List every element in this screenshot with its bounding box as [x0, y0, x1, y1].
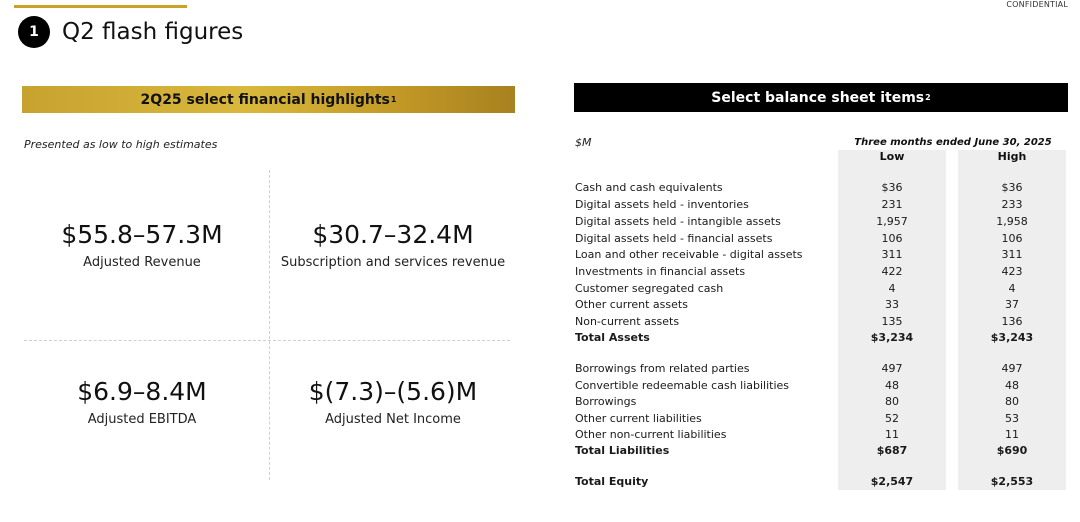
table-row-total-equity — [575, 474, 1068, 490]
section-number-badge: 1 — [18, 16, 50, 48]
page-title: Q2 flash figures — [62, 19, 244, 45]
row-high-value: 1,958 — [996, 215, 1028, 228]
metric-adjusted-revenue — [27, 219, 257, 272]
metric-adjusted-ebitda — [27, 376, 257, 429]
table-row — [575, 427, 1068, 443]
row-high-value: 136 — [1001, 315, 1023, 328]
row-low-value: 11 — [885, 428, 899, 441]
row-high-value: 423 — [1001, 265, 1023, 278]
table-row — [575, 394, 1068, 410]
row-low-value: 422 — [881, 265, 903, 278]
row-high-value: 106 — [1001, 232, 1023, 245]
row-label: Other non-current liabilities — [575, 428, 727, 441]
metric-adjusted-net-income — [278, 376, 508, 429]
unit-label: $M — [575, 136, 592, 149]
row-low-value: $3,234 — [870, 331, 914, 344]
confidential-label: CONFIDENTIAL — [1006, 0, 1068, 9]
row-low-value: 497 — [881, 362, 903, 375]
balance-sheet-banner — [574, 83, 1068, 112]
table-row — [575, 281, 1068, 297]
row-label: Digital assets held - intangible assets — [575, 215, 781, 228]
balance-sheet-banner-text: Select balance sheet items — [711, 89, 925, 106]
table-row — [575, 197, 1068, 213]
highlights-banner-footnote: 1 — [390, 95, 397, 104]
table-row — [575, 231, 1068, 247]
row-high-value: 4 — [1008, 282, 1016, 295]
row-label: Other current assets — [575, 298, 688, 311]
row-high-value: 53 — [1005, 412, 1019, 425]
row-low-value: 106 — [881, 232, 903, 245]
row-high-value: $690 — [996, 444, 1028, 457]
column-header-low: Low — [879, 150, 905, 163]
table-row — [575, 314, 1068, 330]
row-low-value: 52 — [885, 412, 899, 425]
table-row-total-assets — [575, 330, 1068, 346]
row-low-value: $2,547 — [870, 475, 914, 488]
table-row — [575, 214, 1068, 230]
row-label: Cash and cash equivalents — [575, 181, 723, 194]
metrics-divider-horizontal — [24, 340, 510, 341]
table-row — [575, 247, 1068, 263]
metric-value: $6.9–8.4M — [77, 377, 207, 406]
row-high-value: 11 — [1005, 428, 1019, 441]
row-high-value: 233 — [1001, 198, 1023, 211]
metric-value: $30.7–32.4M — [312, 220, 474, 249]
row-low-value: 1,957 — [876, 215, 908, 228]
column-header-high: High — [997, 150, 1027, 163]
row-low-value: $687 — [876, 444, 908, 457]
table-row — [575, 361, 1068, 377]
row-high-value: 497 — [1001, 362, 1023, 375]
metric-label: Adjusted Net Income — [325, 412, 461, 427]
row-high-value: 48 — [1005, 379, 1019, 392]
row-label: Loan and other receivable - digital assets — [575, 248, 803, 261]
row-high-value: 311 — [1001, 248, 1023, 261]
row-low-value: 4 — [888, 282, 896, 295]
highlights-banner-text: 2Q25 select financial highlights — [140, 91, 390, 108]
row-high-value: 37 — [1005, 298, 1019, 311]
row-high-value: $2,553 — [990, 475, 1034, 488]
row-low-value: 48 — [885, 379, 899, 392]
metric-value: $(7.3)–(5.6)M — [308, 377, 478, 406]
row-label: Customer segregated cash — [575, 282, 724, 295]
row-label: Total Assets — [575, 331, 650, 344]
metric-label: Adjusted EBITDA — [87, 412, 197, 427]
metric-label: Subscription and services revenue — [280, 255, 506, 270]
row-low-value: 135 — [881, 315, 903, 328]
row-label: Digital assets held - financial assets — [575, 232, 773, 245]
row-label: Borrowings — [575, 395, 637, 408]
row-low-value: 231 — [881, 198, 903, 211]
row-label: Total Liabilities — [575, 444, 670, 457]
row-label: Convertible redeemable cash liabilities — [575, 379, 790, 392]
row-label: Digital assets held - inventories — [575, 198, 749, 211]
row-label: Other current liabilities — [575, 412, 702, 425]
table-row — [575, 378, 1068, 394]
row-label: Investments in financial assets — [575, 265, 746, 278]
estimates-note: Presented as low to high estimates — [24, 138, 218, 151]
table-row — [575, 297, 1068, 313]
metric-value: $55.8–57.3M — [61, 220, 223, 249]
row-low-value: 33 — [885, 298, 899, 311]
period-label: Three months ended June 30, 2025 — [854, 137, 1052, 148]
row-low-value: 311 — [881, 248, 903, 261]
table-row — [575, 264, 1068, 280]
metric-subscription-revenue — [278, 219, 508, 272]
metrics-divider-vertical — [269, 170, 270, 480]
balance-sheet-banner-footnote: 2 — [925, 93, 931, 102]
table-row — [575, 180, 1068, 196]
row-low-value: 80 — [885, 395, 899, 408]
table-row — [575, 411, 1068, 427]
row-label: Non-current assets — [575, 315, 680, 328]
row-high-value: 80 — [1005, 395, 1019, 408]
row-label: Total Equity — [575, 475, 649, 488]
row-low-value: $36 — [881, 181, 903, 194]
highlights-banner — [22, 86, 515, 113]
accent-line — [14, 5, 187, 8]
table-row-total-liabilities — [575, 443, 1068, 459]
metric-label: Adjusted Revenue — [83, 255, 201, 270]
row-high-value: $36 — [1001, 181, 1023, 194]
row-label: Borrowings from related parties — [575, 362, 750, 375]
row-high-value: $3,243 — [990, 331, 1034, 344]
